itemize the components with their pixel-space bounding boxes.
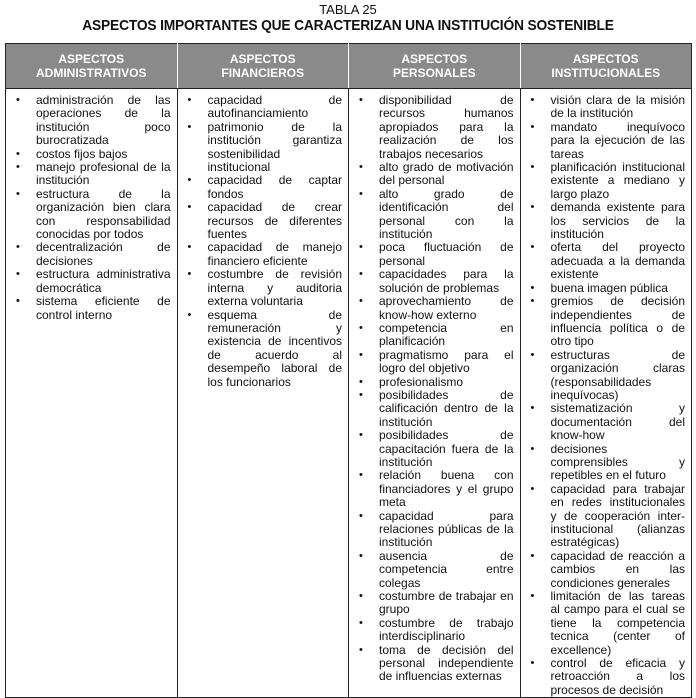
list-item: • capacidad para relaciones públicas de la institución	[359, 510, 514, 550]
list-item: • manejo profesional de la institución	[16, 161, 171, 188]
list-item: • costumbre de trabajar en grupo	[359, 590, 514, 617]
bullet-list	[16, 94, 171, 322]
list-item: • costumbre de trabajo interdisciplinario	[359, 617, 514, 644]
header-line2: INSTITUCIONALES	[551, 66, 661, 80]
column-header-personal	[349, 44, 521, 89]
column-cell-financial	[177, 89, 349, 698]
list-item: • decentralización de decisiones	[16, 241, 171, 268]
list-item: • ausencia de competencia entre colegas	[359, 550, 514, 590]
header-line1: ASPECTOS	[572, 52, 639, 66]
list-item: • alto grado de motivación del personal	[359, 161, 514, 188]
list-item: • disponibilidad de recursos humanos apropiados para la realización de los trabajos necesarios	[359, 94, 514, 161]
header-line1: ASPECTOS	[58, 52, 125, 66]
list-item: • estructura de la organización bien clara con responsabilidad conocidas por todos	[16, 188, 171, 242]
list-item: • capacidad de manejo financiero eficiente	[188, 241, 343, 268]
list-item: • sistematización y documentación del know-how	[531, 402, 686, 442]
bullet-list	[188, 94, 343, 389]
bullet-list	[359, 94, 514, 684]
list-item: • sistema eficiente de control interno	[16, 295, 171, 322]
list-item: • estructura administrativa democrática	[16, 268, 171, 295]
list-item: • capacidad de crear recursos de diferentes fuentes	[188, 201, 343, 241]
list-item: • demanda existente para los servicios de la institución	[531, 201, 686, 241]
header-line2: PERSONALES	[392, 66, 476, 80]
list-item: • competencia en planificación	[359, 322, 514, 349]
list-item: • capacidades para la solución de problemas	[359, 268, 514, 295]
column-header-institutional	[520, 44, 692, 89]
list-item: • capacidad para trabajar en redes institucionales y de cooperación inter-institucional (alianzas estratégicas)	[531, 483, 686, 550]
list-item: • posibilidades de capacitación fuera de la institución	[359, 429, 514, 469]
column-header-administrative	[6, 44, 178, 89]
header-line1: ASPECTOS	[401, 52, 468, 66]
list-item: • oferta del proyecto adecuada a la demanda existente	[531, 241, 686, 281]
list-item: • relación buena con financiadores y el grupo meta	[359, 469, 514, 509]
list-item: • capacidad de autofinanciamiento	[188, 94, 343, 121]
list-item: • aprovechamiento de know-how externo	[359, 295, 514, 322]
header-line2: ADMINISTRATIVOS	[36, 66, 147, 80]
list-item: • alto grado de identificación del personal con la institución	[359, 188, 514, 242]
column-cell-personal	[349, 89, 521, 698]
list-item: • decisiones comprensibles y repetibles en el futuro	[531, 443, 686, 483]
list-item: • poca fluctuación de personal	[359, 241, 514, 268]
list-item: • profesionalismo	[359, 376, 514, 389]
list-item: • control de eficacia y retroacción a los procesos de decisión	[531, 657, 686, 697]
column-cell-institutional	[520, 89, 692, 698]
list-item: • planificación institucional existente a mediano y largo plazo	[531, 161, 686, 201]
list-item: • esquema de remuneración y existencia de incentivos de acuerdo al desempeño laboral de los funcionarios	[188, 309, 343, 389]
table-label: TABLA 25	[319, 2, 377, 17]
list-item: • costos fijos bajos	[16, 148, 171, 161]
list-item: • mandato inequívoco para la ejecución de las tareas	[531, 121, 686, 161]
list-item: • limitación de las tareas al campo para el cual se tiene la competencia tecnica (center of excellence)	[531, 590, 686, 657]
list-item: • capacidad de captar fondos	[188, 174, 343, 201]
list-item: • estructuras de organización claras (responsabilidades inequívocas)	[531, 349, 686, 403]
bullet-list	[531, 94, 686, 697]
list-item: • administración de las operaciones de la institución poco burocratizada	[16, 94, 171, 148]
list-item: • patrimonio de la institución garantiza sostenibilidad institucional	[188, 121, 343, 175]
sustainability-table	[5, 43, 692, 698]
list-item: • gremios de decisión independientes de influencia política o de otro tipo	[531, 295, 686, 349]
column-cell-administrative	[6, 89, 178, 698]
header-line1: ASPECTOS	[229, 52, 296, 66]
list-item: • toma de decisión del personal independiente de influencias externas	[359, 644, 514, 684]
content-row	[6, 89, 692, 698]
header-row	[6, 44, 692, 89]
list-item: • capacidad de reacción a cambios en las condiciones generales	[531, 550, 686, 590]
header-line2: FINANCIEROS	[221, 66, 305, 80]
column-header-financial	[177, 44, 349, 89]
list-item: • buena imagen pública	[531, 282, 686, 295]
list-item: • visión clara de la misión de la institución	[531, 94, 686, 121]
list-item: • posibilidades de calificación dentro de la institución	[359, 389, 514, 429]
table-title: ASPECTOS IMPORTANTES QUE CARACTERIZAN UNA INSTITUCIÓN SOSTENIBLE	[82, 17, 614, 34]
list-item: • costumbre de revisión interna y auditoria externa voluntaria	[188, 268, 343, 308]
list-item: • pragmatismo para el logro del objetivo	[359, 349, 514, 376]
